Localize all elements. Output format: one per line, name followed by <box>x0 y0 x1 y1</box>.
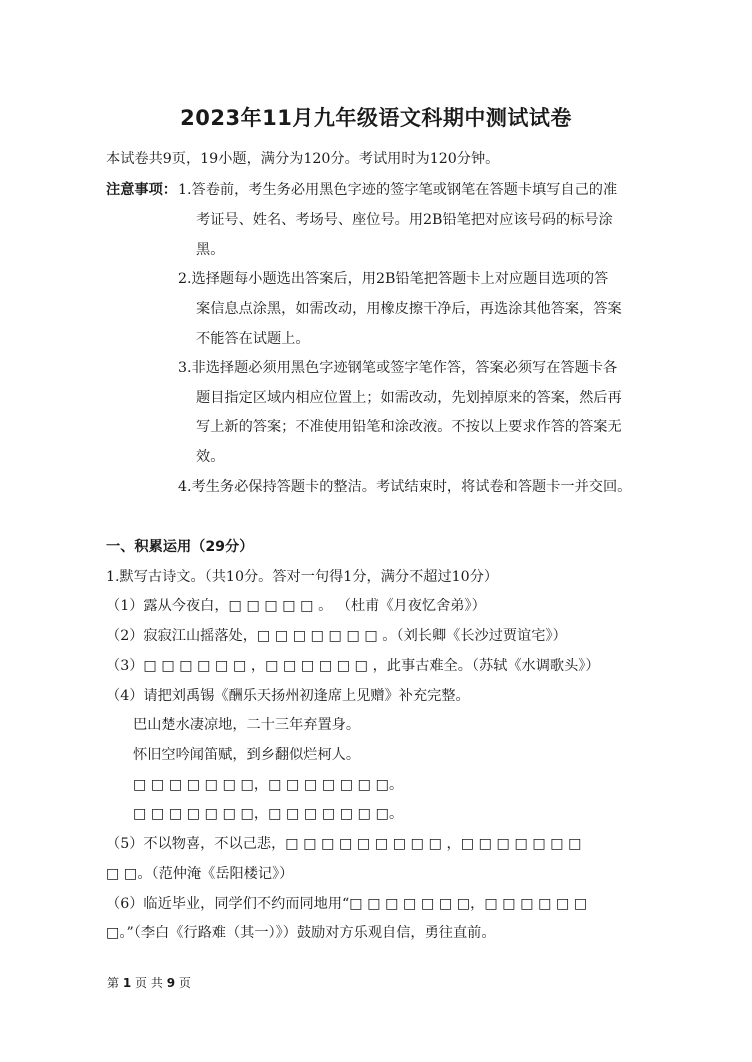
notice-2b: 案信息点涂黑，如需改动，用橡皮擦干净后，再选涂其他答案，答案 <box>196 301 622 317</box>
item-2: （2）寂寂江山摇落处，□ □ □ □ □ □ □ 。（刘长卿《长沙过贾谊宅》） <box>106 628 567 644</box>
poem-line-1: 巴山楚水凄凉地，二十三年弃置身。 <box>133 717 361 733</box>
notice-3a: 3.非选择题必须用黑色字迹钢笔或签字笔作答，答案必须写在答题卡各 <box>178 360 618 376</box>
question-1: 1.默写古诗文。（共10分。答对一句得1分，满分不超过10分） <box>106 569 499 585</box>
intro-text: 本试卷共9页，19小题，满分为120分。考试用时为120分钟。 <box>106 151 500 167</box>
notice-2a: 2.选择题每小题选出答案后，用2B铅笔把答题卡上对应题目选项的答 <box>178 271 609 287</box>
poem-blank-line-2: □ □ □ □ □ □ □，□ □ □ □ □ □ □。 <box>133 806 404 822</box>
item-3: （3）□ □ □ □ □ □ ，□ □ □ □ □ □ ，此事古难全。（苏轼《水调歌头》） <box>106 658 600 674</box>
notice-3c: 写上新的答案；不准使用铅笔和涂改液。不按以上要求作答的答案无 <box>196 419 622 435</box>
item-6a: （6）临近毕业，同学们不约而同地用“□ □ □ □ □ □ □，□ □ □ □ □ □ <box>106 896 588 912</box>
notice-3d: 效。 <box>196 449 225 465</box>
item-6b: □。”（李白《行路难（其一）》）鼓励对方乐观自信，勇往直前。 <box>106 925 496 941</box>
poem-line-2: 怀旧空吟闻笛赋，到乡翻似烂柯人。 <box>133 747 361 763</box>
item-4: （4）请把刘禹锡《酬乐天扬州初逢席上见赠》补充完整。 <box>106 688 470 704</box>
notice-1c: 黑。 <box>196 242 225 258</box>
notice-4: 4.考生务必保持答题卡的整洁。考试结束时，将试卷和答题卡一并交回。 <box>178 479 632 495</box>
page-title: 2023年11月九年级语文科期中测试试卷 <box>180 106 572 130</box>
page-footer: 第 1 页 共 9 页 <box>107 976 191 990</box>
poem-blank-line-1: □ □ □ □ □ □ □，□ □ □ □ □ □ □。 <box>133 777 404 793</box>
total-pages-number: 9 <box>166 976 176 990</box>
notice-1b: 考证号、姓名、考场号、座位号。用2B铅笔把对应该号码的标号涂 <box>196 212 613 228</box>
notice-label: 注意事项： <box>106 182 177 198</box>
notice-1a: 1.答卷前，考生务必用黑色字迹的签字笔或钢笔在答题卡填写自己的准 <box>178 182 618 198</box>
item-1: （1）露从今夜白，□ □ □ □ □ 。 （杜甫《月夜忆舍弟》） <box>106 598 486 614</box>
item-5a: （5）不以物喜，不以己悲，□ □ □ □ □ □ □ □ □ ，□ □ □ □ □ □ □ <box>106 836 582 852</box>
section-heading: 一、积累运用（29分） <box>106 539 254 555</box>
current-page-number: 1 <box>122 976 132 990</box>
notice-2c: 不能答在试题上。 <box>196 331 310 347</box>
notice-3b: 题目指定区域内相应位置上；如需改动，先划掉原来的答案，然后再 <box>196 390 622 406</box>
item-5b: □ □。（范仲淹《岳阳楼记》） <box>106 866 294 882</box>
